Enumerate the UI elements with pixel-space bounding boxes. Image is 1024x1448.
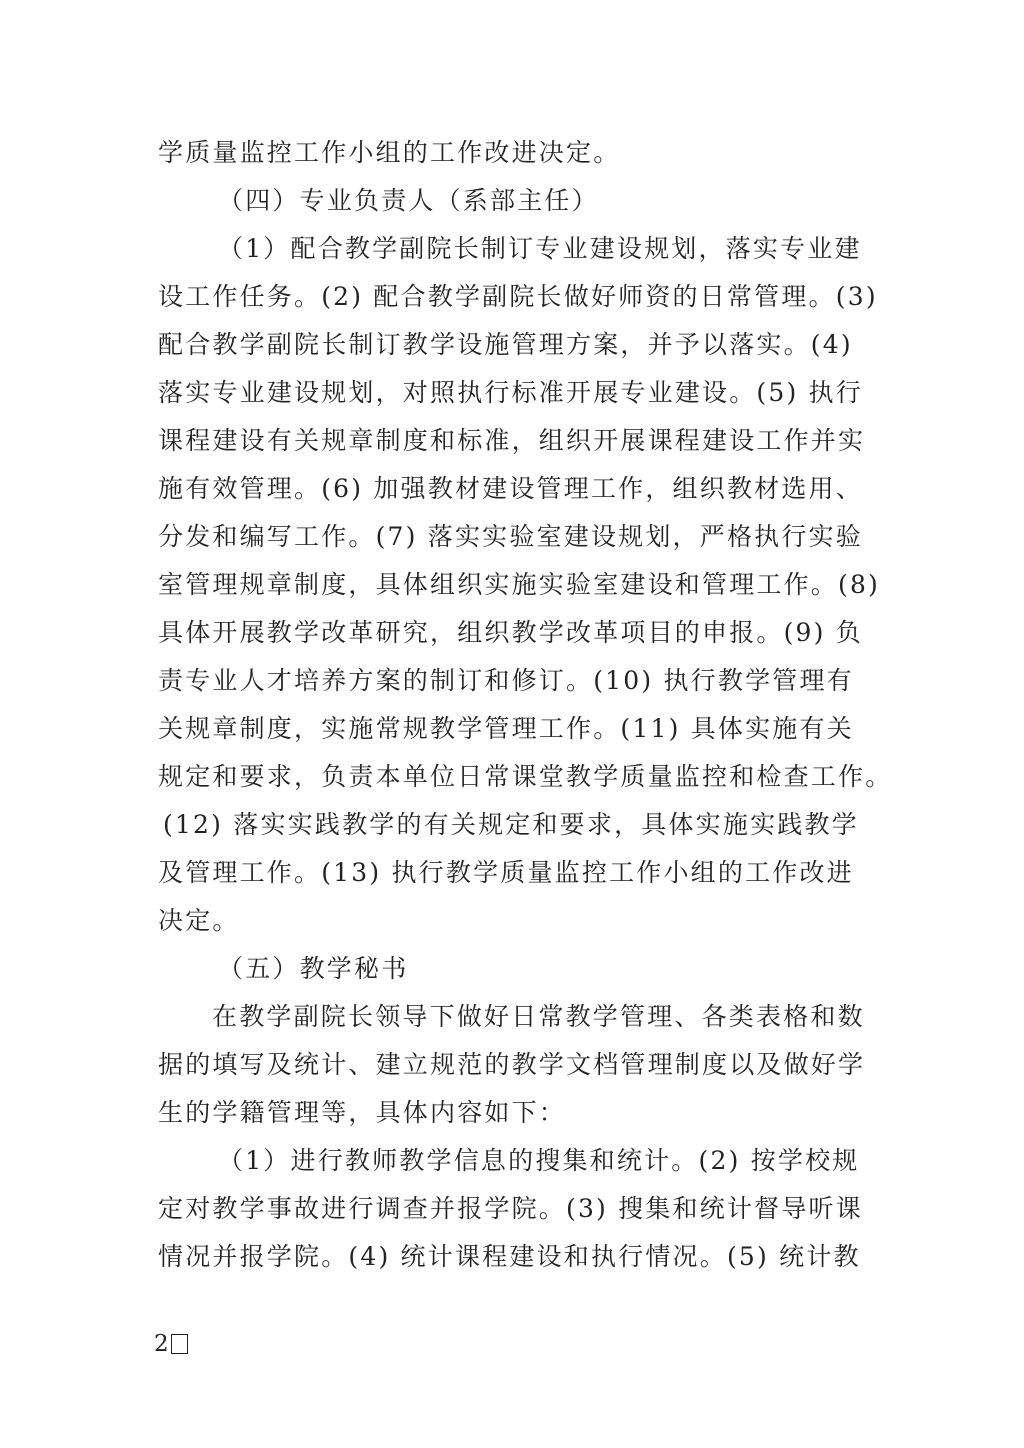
- text-line: 配合教学副院长制订教学设施管理方案，并予以落实。(4): [158, 330, 853, 359]
- page-number-text: 2: [154, 1331, 169, 1357]
- section-heading: （四）专业负责人（系部主任）: [218, 186, 599, 215]
- text-line: 设工作任务。(2) 配合教学副院长做好师资的日常管理。(3): [158, 282, 878, 311]
- square-icon: [171, 1334, 188, 1354]
- section-heading: （五）教学秘书: [218, 954, 409, 983]
- text-line: 情况并报学院。(4) 统计课程建设和执行情况。(5) 统计教: [158, 1242, 861, 1271]
- text-line: 及管理工作。(13) 执行教学质量监控工作小组的工作改进: [158, 858, 854, 887]
- text-line: （1）配合教学副院长制订专业建设规划，落实专业建: [218, 234, 862, 263]
- text-line: 生的学籍管理等，具体内容如下：: [158, 1098, 567, 1127]
- text-line: (12) 落实实践教学的有关规定和要求，具体实施实践教学: [163, 810, 859, 839]
- text-line: 课程建设有关规章制度和标准，组织开展课程建设工作并实: [158, 426, 866, 455]
- text-line: 决定。: [158, 906, 240, 935]
- text-line: 关规章制度，实施常规教学管理工作。(11) 具体实施有关: [158, 714, 854, 743]
- page-number: [154, 1330, 188, 1358]
- text-line: 学质量监控工作小组的工作改进决定。: [158, 138, 621, 167]
- text-line: 室管理规章制度，具体组织实施实验室建设和管理工作。(8): [158, 570, 881, 599]
- text-line: 责专业人才培养方案的制订和修订。(10) 执行教学管理有: [158, 666, 854, 695]
- text-line: 施有效管理。(6) 加强教材建设管理工作，组织教材选用、: [158, 474, 863, 503]
- text-line: 分发和编写工作。(7) 落实实验室建设规划，严格执行实验: [158, 522, 863, 551]
- text-line: 据的填写及统计、建立规范的教学文档管理制度以及做好学: [158, 1050, 866, 1079]
- text-line: 规定和要求，负责本单位日常课堂教学质量监控和检查工作。: [158, 762, 893, 791]
- text-line: （1）进行教师教学信息的搜集和统计。(2) 按学校规: [218, 1146, 860, 1175]
- text-line: 在教学副院长领导下做好日常教学管理、各类表格和数: [212, 1002, 865, 1031]
- text-line: 定对教学事故进行调查并报学院。(3) 搜集和统计督导听课: [158, 1194, 863, 1223]
- text-line: 具体开展教学改革研究，组织教学改革项目的申报。(9) 负: [158, 618, 863, 647]
- text-line: 落实专业建设规划，对照执行标准开展专业建设。(5) 执行: [158, 378, 863, 407]
